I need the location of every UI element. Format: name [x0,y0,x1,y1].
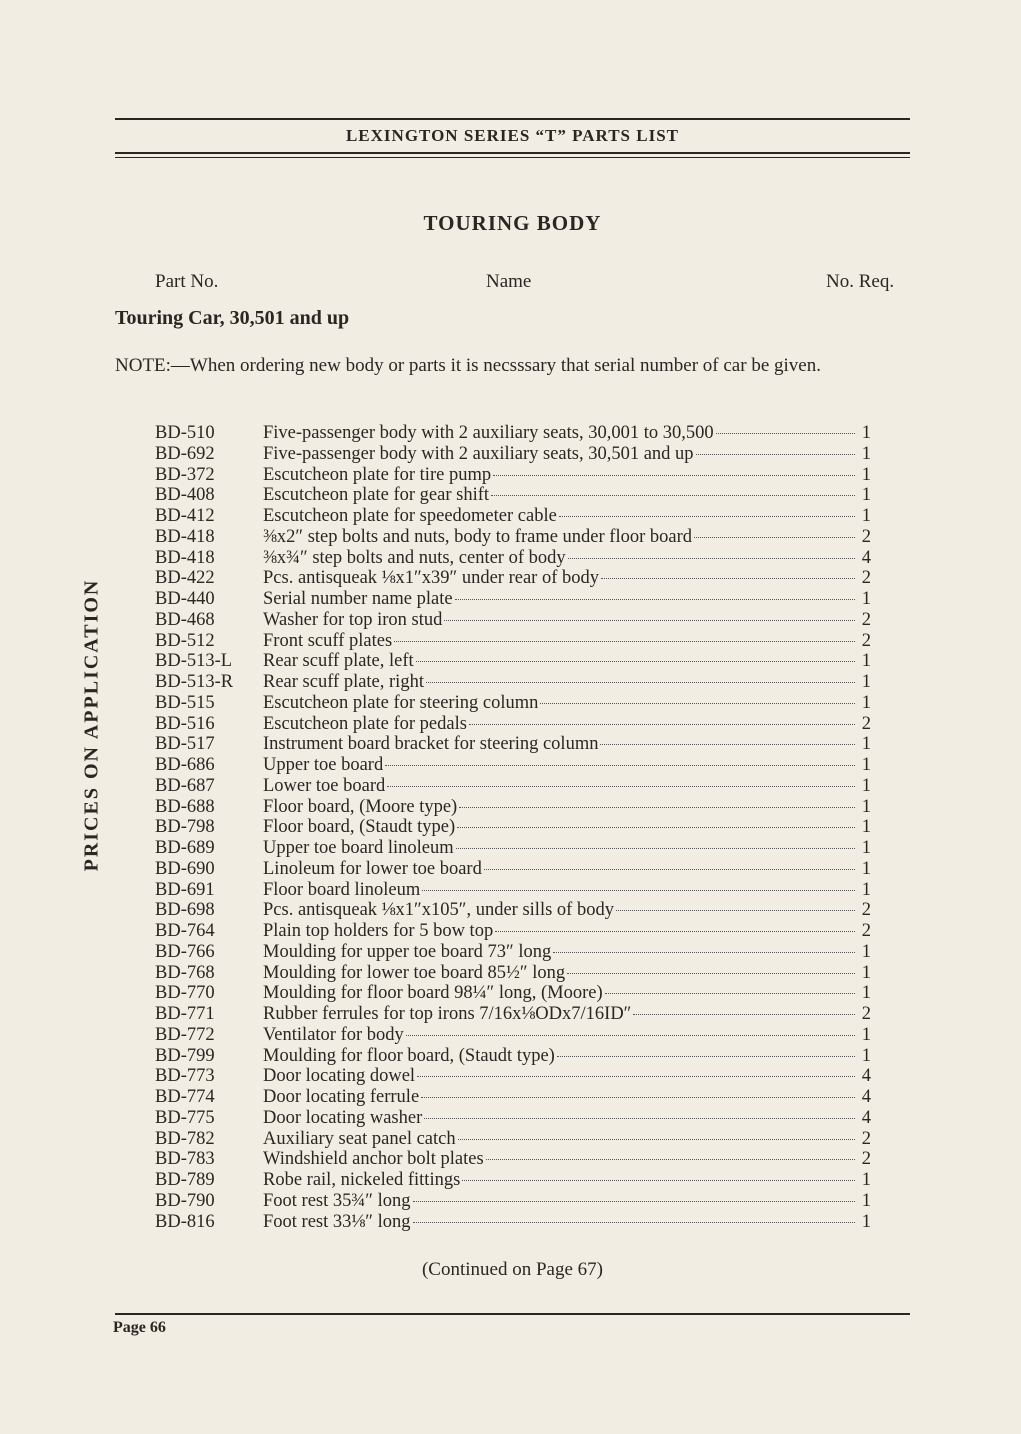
header-top-rule [115,118,910,120]
part-quantity: 1 [861,1045,871,1066]
header-title: LEXINGTON SERIES “T” PARTS LIST [345,126,680,145]
part-number: BD-418 [155,526,215,547]
part-quantity: 2 [861,609,871,630]
header-bottom-rule [115,152,910,154]
part-number: BD-422 [155,568,215,589]
leader-dots [422,890,855,891]
part-number: BD-510 [155,423,215,443]
continued-note: (Continued on Page 67) [421,1259,603,1280]
leader-dots [540,703,855,704]
part-name: Rubber ferrules for top irons 7/16x⅛ODx7/16ID″ [263,1004,632,1024]
leader-dots [458,1139,855,1140]
list-item [155,1149,871,1170]
leader-dots [495,931,855,932]
list-item [155,734,871,755]
part-name: Pcs. antisqueak ⅛x1″x39″ under rear of body [263,568,599,589]
part-quantity: 1 [861,796,871,817]
list-item [155,631,871,652]
leader-dots [444,620,855,621]
list-item [155,983,871,1004]
part-number: BD-698 [155,900,215,921]
footer-rule [115,1313,910,1315]
leader-dots [424,1118,855,1119]
subheading: Touring Car, 30,501 and up [115,307,350,329]
part-number: BD-774 [155,1087,215,1107]
part-number: BD-686 [155,755,215,775]
part-name: Escutcheon plate for gear shift [263,485,490,506]
part-number: BD-689 [155,838,215,858]
part-quantity: 2 [861,1149,871,1170]
list-item [155,880,871,901]
list-item [155,1108,871,1129]
part-name: ⅜x2″ step bolts and nuts, body to frame under floor board [263,526,693,547]
part-number: BD-764 [155,921,215,941]
part-name: ⅜x¾″ step bolts and nuts, center of body [263,547,566,568]
list-item [155,1046,871,1067]
parts-list [155,423,871,1232]
leader-dots [616,910,855,911]
part-quantity: 2 [861,1004,871,1024]
part-name: Auxiliary seat panel catch [263,1128,456,1149]
list-item [155,527,871,548]
part-name: Linoleum for lower toe board [263,858,482,879]
list-item [155,610,871,631]
part-name: Moulding for lower toe board 85½″ long [263,962,566,983]
leader-dots [385,765,855,766]
part-quantity: 2 [861,713,871,734]
part-quantity: 1 [861,485,871,506]
list-item [155,1066,871,1087]
part-name: Windshield anchor bolt plates [263,1149,484,1170]
part-number: BD-372 [155,464,215,485]
leader-dots [493,475,855,476]
section-title: TOURING BODY [423,211,602,235]
list-item [155,1025,871,1046]
list-item [155,506,871,527]
part-quantity: 1 [861,672,871,692]
part-number: BD-688 [155,796,215,817]
part-name: Upper toe board linoleum [263,838,454,858]
list-item [155,838,871,859]
list-item [155,1170,871,1191]
part-name: Escutcheon plate for steering column [263,692,539,713]
leader-dots [567,973,855,974]
part-number: BD-768 [155,962,215,983]
page-number: Page 66 [113,1319,166,1336]
part-number: BD-440 [155,589,215,609]
part-number: BD-513-R [155,672,234,692]
column-header-part-no: Part No. [155,271,219,292]
part-name: Escutcheon plate for speedometer cable [263,506,557,526]
list-item [155,465,871,486]
part-name: Pcs. antisqueak ⅛x1″x105″, under sills of body [263,900,614,921]
part-quantity: 4 [861,1087,871,1107]
part-quantity: 1 [861,941,871,962]
part-number: BD-512 [155,630,215,651]
leader-dots [600,744,855,745]
part-quantity: 1 [861,1024,871,1045]
part-name: Floor board, (Moore type) [263,796,458,817]
list-item [155,672,871,693]
leader-dots [416,661,855,662]
part-name: Foot rest 35¾″ long [263,1190,411,1211]
list-item [155,963,871,984]
part-quantity: 4 [861,1066,871,1087]
list-item [155,755,871,776]
part-number: BD-418 [155,547,215,568]
part-quantity: 1 [861,692,871,713]
part-number: BD-799 [155,1045,215,1066]
leader-dots [413,1201,856,1202]
part-quantity: 2 [861,526,871,547]
part-number: BD-690 [155,858,215,879]
list-item [155,942,871,963]
list-item [155,485,871,506]
leader-dots [559,516,855,517]
leader-dots [486,1159,855,1160]
list-item [155,693,871,714]
part-quantity: 1 [861,879,871,900]
part-name: Front scuff plates [263,630,393,651]
part-quantity: 1 [861,838,871,858]
leader-dots [553,952,855,953]
column-header-name: Name [486,271,532,292]
part-quantity: 2 [861,1128,871,1149]
part-quantity: 1 [861,651,871,672]
part-name: Floor board linoleum [263,879,421,900]
part-number: BD-782 [155,1128,215,1149]
part-quantity: 1 [861,755,871,775]
part-number: BD-783 [155,1149,215,1170]
part-quantity: 1 [861,1170,871,1190]
list-item [155,797,871,818]
leader-dots [417,1076,855,1077]
part-number: BD-691 [155,879,215,900]
part-quantity: 4 [861,547,871,568]
part-number: BD-412 [155,506,215,526]
part-quantity: 1 [861,506,871,526]
column-header-no-req: No. Req. [826,271,895,292]
header-bottom-rule-thin [115,157,910,158]
part-number: BD-766 [155,941,215,962]
leader-dots [457,827,855,828]
part-name: Escutcheon plate for tire pump [263,464,492,485]
part-number: BD-798 [155,817,215,838]
list-item [155,776,871,797]
leader-dots [491,495,855,496]
list-item [155,1212,871,1233]
part-name: Five-passenger body with 2 auxiliary seats, 30,001 to 30,500 [263,423,714,443]
part-quantity: 2 [861,921,871,941]
leader-dots [484,869,855,870]
part-number: BD-515 [155,692,215,713]
part-number: BD-687 [155,775,215,796]
list-item [155,900,871,921]
part-quantity: 1 [861,775,871,796]
list-item [155,651,871,672]
part-number: BD-516 [155,713,215,734]
leader-dots [462,1180,855,1181]
leader-dots [601,578,855,579]
part-number: BD-772 [155,1024,215,1045]
leader-dots [469,724,855,725]
leader-dots [455,599,855,600]
part-number: BD-517 [155,734,215,755]
list-item [155,817,871,838]
part-name: Rear scuff plate, left [263,651,414,672]
part-number: BD-692 [155,443,215,464]
part-name: Escutcheon plate for pedals [263,713,467,734]
leader-dots [716,433,855,434]
part-quantity: 1 [861,423,871,443]
part-name: Washer for top iron stud [263,609,443,630]
side-text-prices: PRICES ON APPLICATION [80,578,103,872]
part-name: Five-passenger body with 2 auxiliary seats, 30,501 and up [263,443,694,464]
leader-dots [557,1056,855,1057]
part-name: Rear scuff plate, right [263,672,424,692]
list-item [155,423,871,444]
leader-dots [406,1035,855,1036]
part-name: Plain top holders for 5 bow top [263,921,494,941]
leader-dots [394,641,855,642]
list-item [155,444,871,465]
part-name: Lower toe board [263,775,386,796]
part-quantity: 2 [861,568,871,589]
list-item [155,921,871,942]
part-quantity: 1 [861,589,871,609]
part-number: BD-773 [155,1066,215,1087]
part-name: Robe rail, nickeled fittings [263,1170,461,1190]
leader-dots [694,537,855,538]
part-name: Floor board, (Staudt type) [263,817,456,838]
part-quantity: 1 [861,464,871,485]
leader-dots [413,1222,856,1223]
part-name: Moulding for floor board, (Staudt type) [263,1045,555,1066]
leader-dots [633,1014,855,1015]
leader-dots [459,807,855,808]
part-name: Door locating ferrule [263,1087,420,1107]
part-number: BD-771 [155,1004,215,1024]
list-item [155,1191,871,1212]
leader-dots [568,558,855,559]
part-name: Moulding for floor board 98¼″ long, (Moore) [263,983,603,1004]
leader-dots [696,454,855,455]
part-number: BD-770 [155,983,215,1004]
note: NOTE:—When ordering new body or parts it is necsssary that serial number of car be given. [115,355,821,376]
part-number: BD-790 [155,1190,215,1211]
list-item [155,1004,871,1025]
part-name: Ventilator for body [263,1024,404,1045]
part-quantity: 2 [861,900,871,921]
part-quantity: 1 [861,962,871,983]
part-quantity: 2 [861,630,871,651]
part-quantity: 1 [861,817,871,838]
part-quantity: 1 [861,443,871,464]
part-quantity: 4 [861,1107,871,1128]
leader-dots [421,1097,855,1098]
list-item [155,1087,871,1108]
part-number: BD-468 [155,609,215,630]
part-name: Upper toe board [263,755,384,775]
leader-dots [605,993,855,994]
part-number: BD-513-L [155,651,233,672]
leader-dots [387,786,855,787]
part-quantity: 1 [861,1190,871,1211]
part-name: Foot rest 33⅛″ long [263,1211,411,1232]
leader-dots [426,682,855,683]
part-name: Door locating washer [263,1107,423,1128]
part-number: BD-775 [155,1107,215,1128]
list-item [155,1129,871,1150]
list-item [155,589,871,610]
part-number: BD-408 [155,485,215,506]
part-quantity: 1 [861,858,871,879]
leader-dots [456,848,855,849]
part-quantity: 1 [861,1211,871,1232]
list-item [155,859,871,880]
part-quantity: 1 [861,734,871,755]
part-name: Serial number name plate [263,589,453,609]
list-item [155,548,871,569]
part-quantity: 1 [861,983,871,1004]
list-item [155,714,871,735]
part-number: BD-816 [155,1211,215,1232]
part-name: Door locating dowel [263,1066,416,1087]
part-number: BD-789 [155,1170,215,1190]
part-name: Moulding for upper toe board 73″ long [263,941,552,962]
list-item [155,568,871,589]
part-name: Instrument board bracket for steering column [263,734,599,755]
